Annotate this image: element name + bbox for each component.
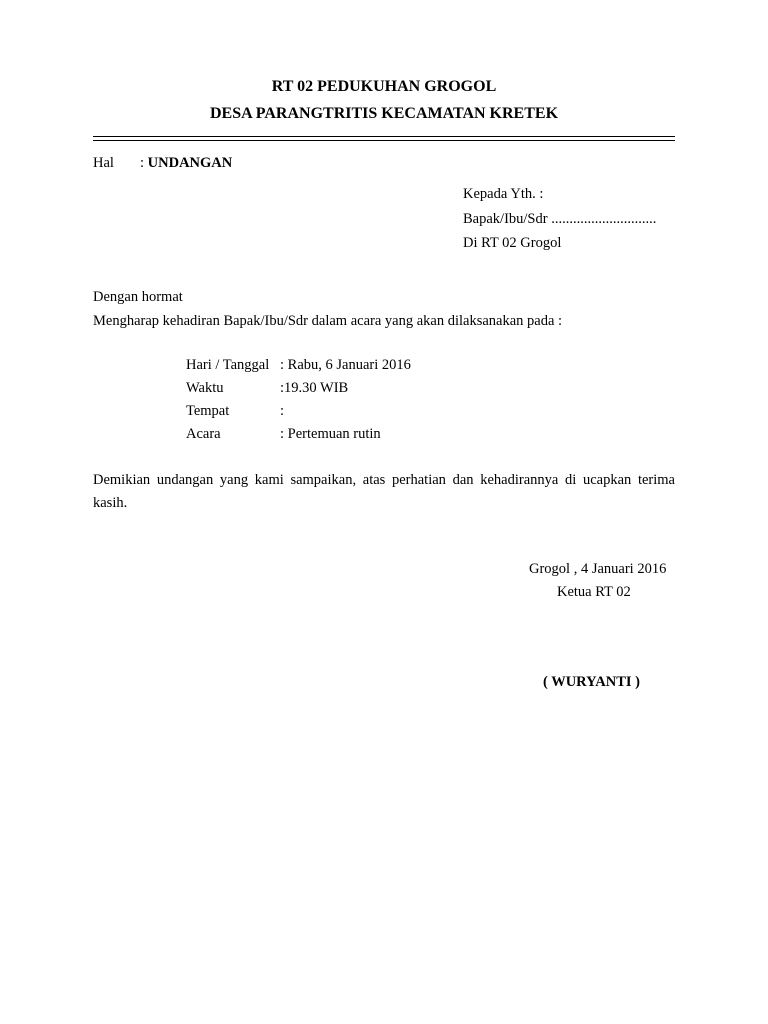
signature-place-date: Grogol , 4 Januari 2016 [529,561,667,577]
detail-value-time: :19.30 WIB [280,380,349,396]
header-line-1: RT 02 PEDUKUHAN GROGOL [271,78,497,95]
detail-label-place: Tempat [186,403,230,419]
header-line-2: DESA PARANGTRITIS KECAMATAN KRETEK [209,105,559,122]
detail-value-place: : [280,403,285,419]
detail-value-day-date: : Rabu, 6 Januari 2016 [280,357,411,373]
header-divider-thick [93,136,675,137]
intro-text: Mengharap kehadiran Bapak/Ibu/Sdr dalam acara yang akan dilaksanakan pada : [93,313,563,329]
subject-line [140,155,232,172]
subject-separator: : [140,155,148,171]
recipient-line-1: Kepada Yth. : [463,186,544,202]
signature-position: Ketua RT 02 [557,584,631,600]
subject-value: UNDANGAN [147,155,233,171]
recipient-line-2: Bapak/Ibu/Sdr ............................. [463,211,657,227]
greeting: Dengan hormat [93,289,183,305]
closing-paragraph: Demikian undangan yang kami sampaikan, atas perhatian dan kehadirannya di ucapkan terima kasih. [93,472,675,511]
detail-label-event: Acara [186,426,221,442]
subject-label: Hal [93,155,114,171]
recipient-line-3: Di RT 02 Grogol [463,235,562,251]
detail-value-event: : Pertemuan rutin [280,426,381,442]
detail-label-day-date: Hari / Tanggal [186,357,270,373]
header-divider-thin [93,140,675,141]
signature-name: ( WURYANTI ) [543,674,640,690]
detail-label-time: Waktu [186,380,224,396]
